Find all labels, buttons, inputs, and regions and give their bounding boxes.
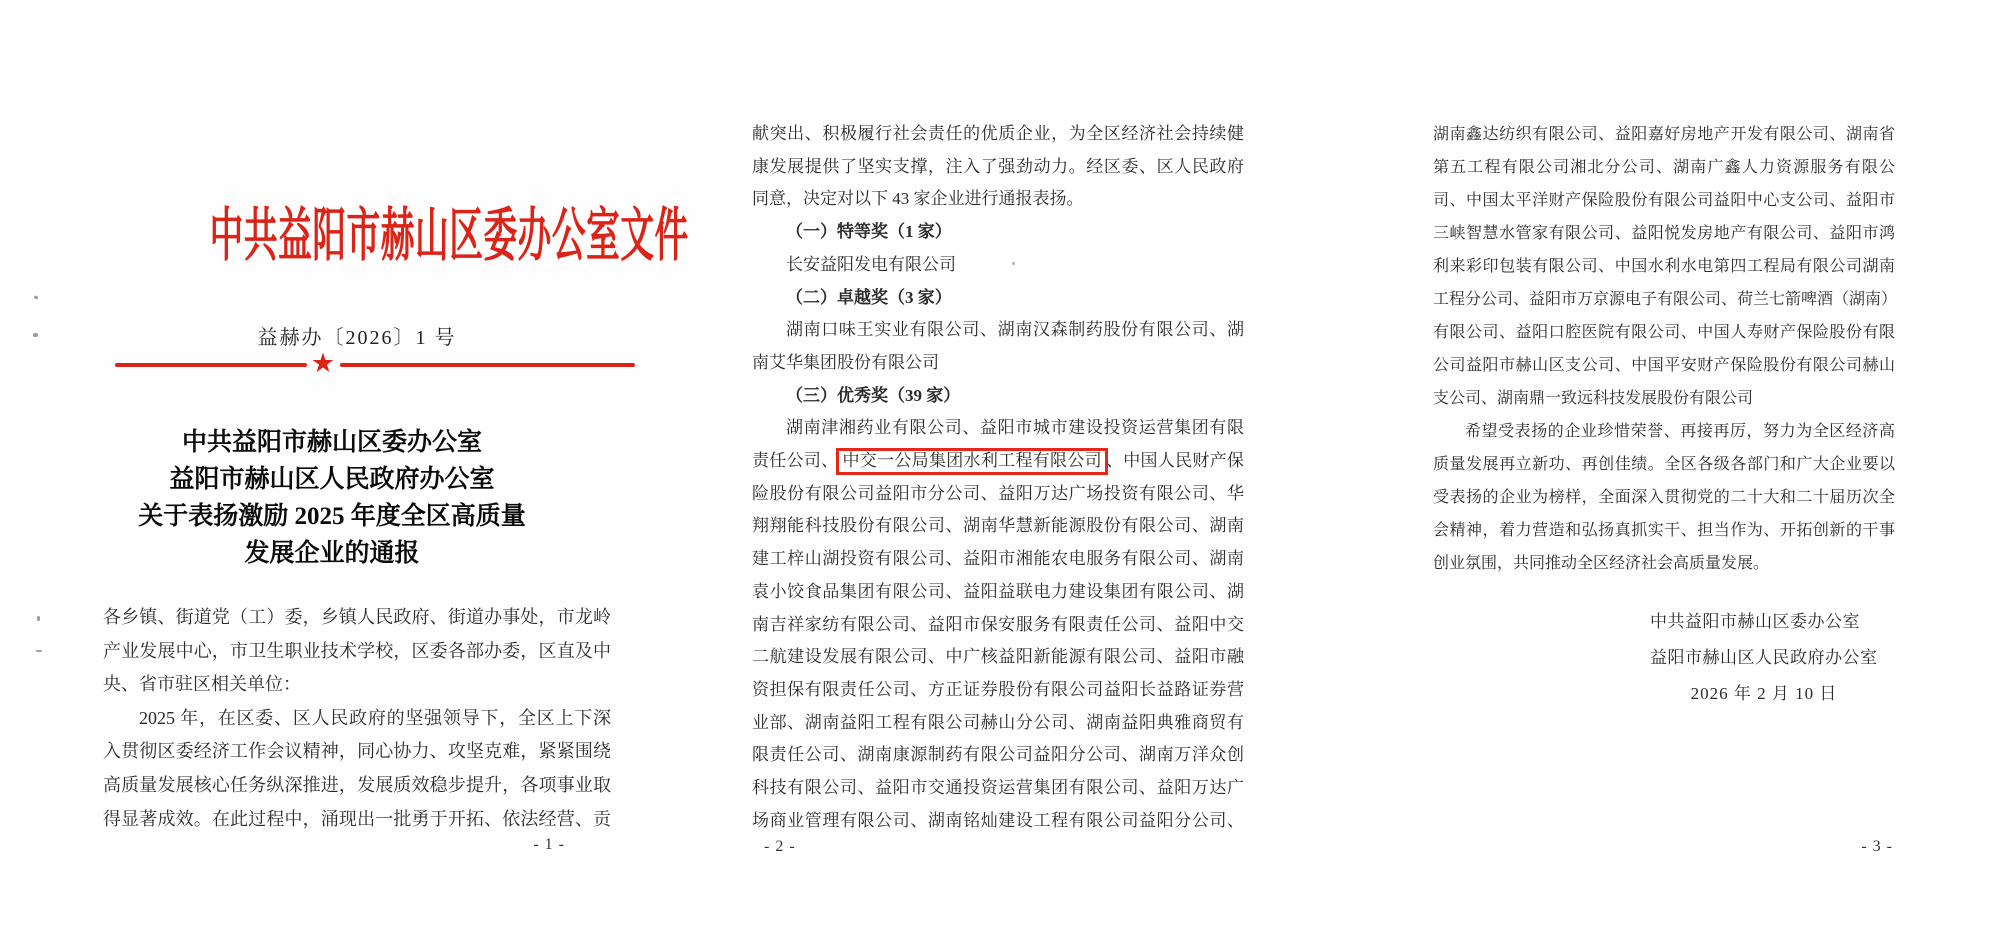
text-line <box>752 445 1244 478</box>
text-line: 场商业管理有限公司、湖南铭灿建设工程有限公司益阳分公司、 <box>752 810 1244 830</box>
text-line: 资担保有限责任公司、方正证券股份有限公司益阳长益路证券营 <box>752 679 1244 699</box>
letterhead-title: 中共益阳市赫山区委办公室文件 <box>209 203 689 268</box>
scan-speck <box>1012 262 1015 265</box>
signature-office-line: 益阳市赫山区人民政府办公室 <box>1650 648 1878 667</box>
text-line: 二航建设发展有限公司、中广核益阳新能源有限公司、益阳市融 <box>752 647 1244 667</box>
page-number-3: - 3 - <box>1861 838 1893 855</box>
text-line: 利来彩印包装有限公司、中国水利水电第四工程局有限公司湖南 <box>1433 258 1895 275</box>
text-line: 南吉祥家纺有限公司、益阳市保安服务有限责任公司、益阳中交 <box>752 614 1244 634</box>
red-divider-rule <box>103 348 635 378</box>
text-line: 各乡镇、街道党（工）委，乡镇人民政府、街道办事处，市龙岭 <box>103 607 611 627</box>
text-line: 长安益阳发电有限公司 <box>786 254 956 274</box>
text-line: 湖南津湘药业有限公司、益阳市城市建设投资运营集团有限 <box>786 418 1244 438</box>
text-line: 入贯彻区委经济工作会议精神，同心协力、攻坚克难，紧紧围绕 <box>103 741 611 762</box>
title-line: 关于表扬激励 2025 年度全区高质量 <box>138 503 526 530</box>
reference-number: 益赫办〔2026〕1 号 <box>257 327 457 349</box>
star-icon: ★ <box>310 348 336 378</box>
page-number-1: - 1 - <box>533 836 565 853</box>
document-title <box>78 424 586 572</box>
text-line: 产业发展中心，市卫生职业技术学校，区委各部办委，区直及中 <box>103 640 611 661</box>
scan-speck <box>36 650 42 652</box>
signature-date: 2026 年 2 月 10 日 <box>1690 684 1838 703</box>
title-line: 益阳市赫山区人民政府办公室 <box>169 466 495 493</box>
page-number-2: - 2 - <box>764 838 796 855</box>
award-category-heading: （二）卓越奖（3 家） <box>786 287 952 307</box>
text-line: 同意，决定对以下 43 家企业进行通报表扬。 <box>752 189 1084 209</box>
text-line: 得显著成效。在此过程中，涌现出一批勇于开拓、依法经营、贡 <box>103 808 611 829</box>
text-line: 质量发展再立新功、再创佳绩。全区各级各部门和广大企业要以 <box>1433 456 1895 473</box>
text-line: 央、省市驻区相关单位： <box>103 674 301 695</box>
text-line: 翔翔能科技股份有限公司、湖南华慧新能源股份有限公司、湖南 <box>752 516 1244 536</box>
signature-offices <box>1650 604 1878 676</box>
signature-office-line: 中共益阳市赫山区委办公室 <box>1650 612 1860 631</box>
title-line: 中共益阳市赫山区委办公室 <box>181 429 482 456</box>
title-line: 发展企业的通报 <box>244 540 420 567</box>
text-line: 工程分公司、益阳市万京源电子有限公司、荷兰七箭啤酒（湖南） <box>1433 291 1898 308</box>
page-1-body <box>103 601 611 836</box>
page-2 <box>752 0 1244 943</box>
award-category-heading: （三）优秀奖（39 家） <box>786 385 961 405</box>
signature-block <box>1650 604 1878 712</box>
text-line: 受表扬的企业为榜样，全面深入贯彻党的二十大和二十届历次全 <box>1433 489 1895 506</box>
scan-speck <box>34 295 39 300</box>
page-3-body <box>1433 118 1898 580</box>
highlighted-company-box: 中交一公局集团水利工程有限公司 <box>836 448 1107 475</box>
text-line: 支公司、湖南鼎一致远科技发展股份有限公司 <box>1433 390 1754 407</box>
scan-speck <box>37 616 40 621</box>
text-line: 公司益阳市赫山区支公司、中国平安财产保险股份有限公司赫山 <box>1433 357 1895 374</box>
text-line: 限责任公司、湖南康源制药有限公司益阳分公司、湖南万洋众创 <box>752 745 1244 765</box>
text-line: 科技有限公司、益阳市交通投资运营集团有限公司、益阳万达广 <box>752 778 1244 798</box>
text-segment: 责任公司、 <box>752 451 839 471</box>
text-segment: 、中国人民财产保 <box>1105 451 1245 471</box>
text-line: 三峡智慧水管家有限公司、益阳悦发房地产有限公司、益阳市鸿 <box>1433 225 1895 242</box>
rule-right-segment <box>340 363 635 367</box>
text-line: 司、中国太平洋财产保险股份有限公司益阳中心支公司、益阳市 <box>1433 192 1895 209</box>
text-line: 有限公司、益阳口腔医院有限公司、中国人寿财产保险股份有限 <box>1433 324 1895 341</box>
text-line: 第五工程有限公司湘北分公司、湖南广鑫人力资源服务有限公 <box>1433 159 1895 176</box>
text-line: 希望受表扬的企业珍惜荣誉、再接再厉，努力为全区经济高 <box>1465 423 1895 440</box>
text-line: 创业氛围，共同推动全区经济社会高质量发展。 <box>1433 555 1770 572</box>
text-line: 建工梓山湖投资有限公司、益阳市湘能农电服务有限公司、湖南 <box>752 549 1244 569</box>
text-line: 袁小饺食品集团有限公司、益阳益联电力建设集团有限公司、湖 <box>752 581 1244 601</box>
text-line: 南艾华集团股份有限公司 <box>752 352 939 372</box>
text-line: 会精神，着力营造和弘扬真抓实干、担当作为、开拓创新的干事 <box>1433 522 1895 539</box>
scan-speck <box>33 333 38 337</box>
text-line: 献突出、积极履行社会责任的优质企业，为全区经济社会持续健 <box>752 124 1244 143</box>
page-3 <box>1433 0 1898 943</box>
text-line: 康发展提供了坚实支撑，注入了强劲动力。经区委、区人民政府 <box>752 156 1244 176</box>
award-category-heading: （一）特等奖（1 家） <box>786 222 952 242</box>
text-line: 湖南鑫达纺织有限公司、益阳嘉好房地产开发有限公司、湖南省 <box>1433 126 1895 143</box>
text-line: 业部、湖南益阳工程有限公司赫山分公司、湖南益阳典雅商贸有 <box>752 712 1244 732</box>
text-line: 湖南口味王实业有限公司、湖南汉森制药股份有限公司、湖 <box>786 320 1244 340</box>
text-line: 险股份有限公司益阳市分公司、益阳万达广场投资有限公司、华 <box>752 483 1244 503</box>
text-line: 2025 年，在区委、区人民政府的坚强领导下，全区上下深 <box>139 707 611 728</box>
page-2-body <box>752 118 1244 837</box>
text-line: 高质量发展核心任务纵深推进，发展质效稳步提升，各项事业取 <box>103 774 611 795</box>
page-1 <box>103 0 689 943</box>
rule-left-segment <box>115 363 307 367</box>
